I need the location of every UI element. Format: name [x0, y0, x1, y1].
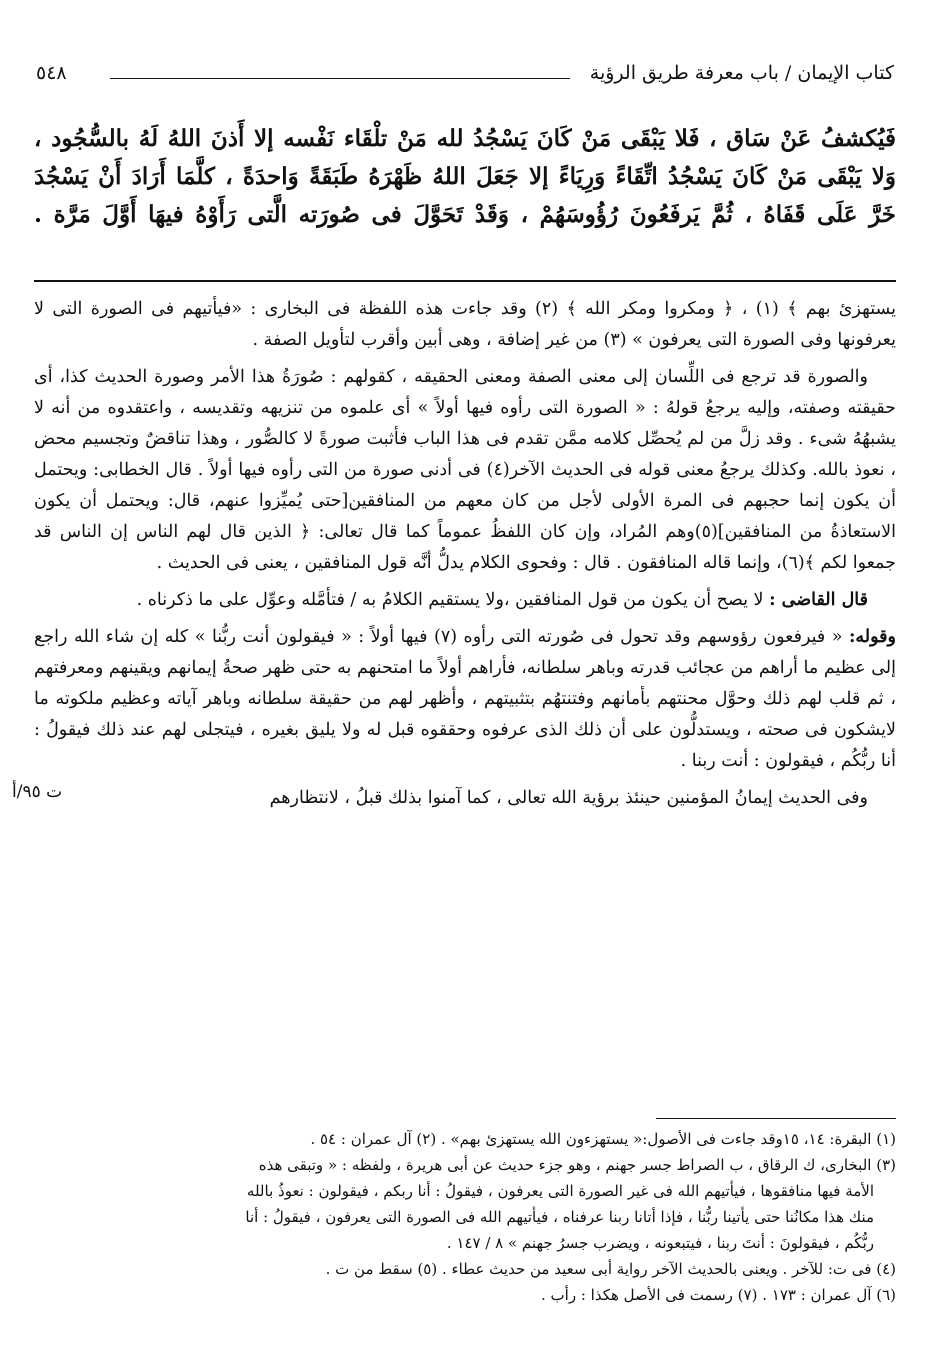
commentary-paragraph	[34, 622, 896, 777]
paragraph-lead: وقوله:	[848, 627, 896, 647]
book-page	[12, 58, 900, 1348]
commentary-paragraph: وفى الحديث إيمانُ المؤمنين حينئذ برؤية الله تعالى ، كما آمنوا بذلك قبلُ ، لانتظارهم	[269, 788, 868, 808]
manuscript-margin-note: ت ٩٥/أ	[12, 782, 63, 802]
commentary-paragraph	[34, 585, 896, 616]
page-header	[30, 58, 900, 94]
commentary-paragraph: والصورة قد ترجع فى اللِّسان إلى معنى الصفة ومعنى الحقيقه ، كقولهم : صُورَةُ هذا الأمر وصورة الحديث كذا، أى حقيقته وصفته، وإليه يرجعُ قولهُ : « الصورة التى رأوه فيها أولاً » أى علموه من تنزيهه وتقديسه ، واعتقدوه من أنه لا يشبهُهُ شىء . وقد زلَّ من لم يُحصِّل كلامه ممَّن تقدم فى هذا الباب فأثبت صورةً لا كالصُّور ، وهذا تناقضٌ وتجسيم محض ، نعوذ بالله. وكذلك يرجعُ معنى قوله فى الحديث الآخر(٤) فى أدنى صورة من التى رأوه فيها أولاً . قال الخطابى: ويحتمل أن يكون إنما حجبهم فى المرة الأولى لأجل من كان معهم من المنافقين[حتى يُميِّزوا عنهم، قال: ويحتمل أن يكون الاستعاذةُ من المنافقين](٥)وهم المُراد، وإن كان اللفظُ عموماً كما قال تعالى: ﴿ الذين قال لهم الناس إن الناس قد جمعوا لكم ﴾(٦)، وإنما قاله المنافقون . قال : وفحوى الكلام يدلُّ أنَّه قول المنافقين ، يعنى فى الحديث .	[34, 367, 896, 573]
footnote: (١) البقرة: ١٤، ١٥وقد جاءت فى الأصول:« يستهزءون الله يستهزئ بهم» . (٢) آل عمران : ٥٤ .	[310, 1130, 896, 1148]
footnote: (٦) آل عمران : ١٧٣ . (٧) رسمت فى الأصل هكذا : رأب .	[541, 1286, 896, 1304]
footnote: (٣) البخارى، ك الرقاق ، ب الصراط جسر جهنم ، وهو جزء حديث عن أبى هريرة ، ولفظه : « وتبقى هذه	[258, 1156, 896, 1174]
running-title: كتاب الإيمان / باب معرفة طريق الرؤية	[589, 62, 894, 84]
hadith-line: فَيُكشفُ عَنْ سَاق ، فَلا يَبْقَى مَنْ كَانَ يَسْجُدُ لله مَنْ تلْقَاء نَفْسه إلا أَذنَ اللهُ لَهُ بالسُّجُود ،	[34, 125, 896, 152]
commentary	[34, 294, 896, 820]
hadith-line: وَلا يَبْقَى مَنْ كَانَ يَسْجُدُ اتِّقَاءً وَرِيَاءً إلا جَعَلَ اللهُ ظَهْرَهُ طَبَقَةً وَاحدَةً ، كلَّمَا أَرَادَ أَنْ يَسْجُدَ	[34, 163, 896, 190]
hadith-divider	[34, 280, 896, 282]
footnotes	[34, 1126, 896, 1308]
footnote-continuation: ربُّكُم ، فيقولونَ : أنتَ ربنا ، فيتبعونه ، ويضرب جسرُ جهنم » ٨ / ١٤٧ .	[446, 1234, 874, 1252]
commentary-paragraph: يستهزئ بهم ﴾ (١) ، ﴿ ومكروا ومكر الله ﴾ (٢) وقد جاءت هذه اللفظة فى البخارى : «فيأتيهم فى الصورة التى لا يعرفونها وفى الصورة التى يعرفون » (٣) من غير إضافة ، وهى أبين وأقرب لتأويل الصفة .	[34, 299, 896, 350]
paragraph-body: « فيرفعون رؤوسهم وقد تحول فى صُورته التى رأوه (٧) فيها أولاً : « فيقولون أنت ربُّنا » كله إن شاء الله راجع إلى عظيم ما أراهم من عجائب قدرته وباهر سلطانه، فأراهم أولاً ما امتحنهم به حتى ظهر صحةُ إيمانهم ويقينهم ومعرفتهم ، ثم قلب لهم ذلك وحوَّل محنتهم بأمانهم وفتنتهُم بتثبيتهم ، وأظهر لهم من حقيقة سلطانه وباهر آياته وعظيم ملكوته ما لايشكون فى صحته ، ويستدلُّون على أن ذلك الذى عرفوه وحققوه قبل له ولا يليق بغيره ، فيتجلى لهم عند ذلك فيقولُ : أنا ربُّكُم ، فيقولون : أنت ربنا .	[34, 627, 896, 771]
hadith-line: خَرَّ عَلَى قَفَاهُ ، ثُمَّ يَرفَعُونَ رُؤُوسَهُمْ ، وَقَدْ تَحَوَّلَ فى صُورَته الَّتى رَأَوْهُ فيهَا أَوَّلَ مَرَّة .	[34, 201, 896, 228]
paragraph-lead: قال القاضى :	[769, 590, 868, 610]
footnote-continuation: منك هذا مكانُنا حتى يأتينا ربُّنا ، فإذا أتانا ربنا عرفناه ، فيأتيهم الله فى الصورة التى يعرفون ، فيقولُ : أنا	[245, 1208, 874, 1226]
page-number: ٥٤٨	[36, 62, 67, 84]
footnote-continuation: الأمة فيها منافقوها ، فيأتيهم الله فى غير الصورة التى يعرفون ، فيقولُ : أنا ربكم ، فيقولون : نعوذُ بالله	[246, 1182, 874, 1200]
hadith-text	[34, 120, 896, 234]
footnote: (٤) فى ت: للآخر . ويعنى بالحديث الآخر رواية أبى سعيد من حديث عطاء . (٥) سقط من ت .	[325, 1260, 896, 1278]
paragraph-body: لا يصح أن يكون من قول المنافقين ،ولا يستقيم الكلامُ به / فتأمَّله وعوِّل على ما ذكرناه .	[136, 590, 770, 610]
header-rule	[110, 78, 570, 79]
footnotes-rule	[656, 1118, 896, 1119]
